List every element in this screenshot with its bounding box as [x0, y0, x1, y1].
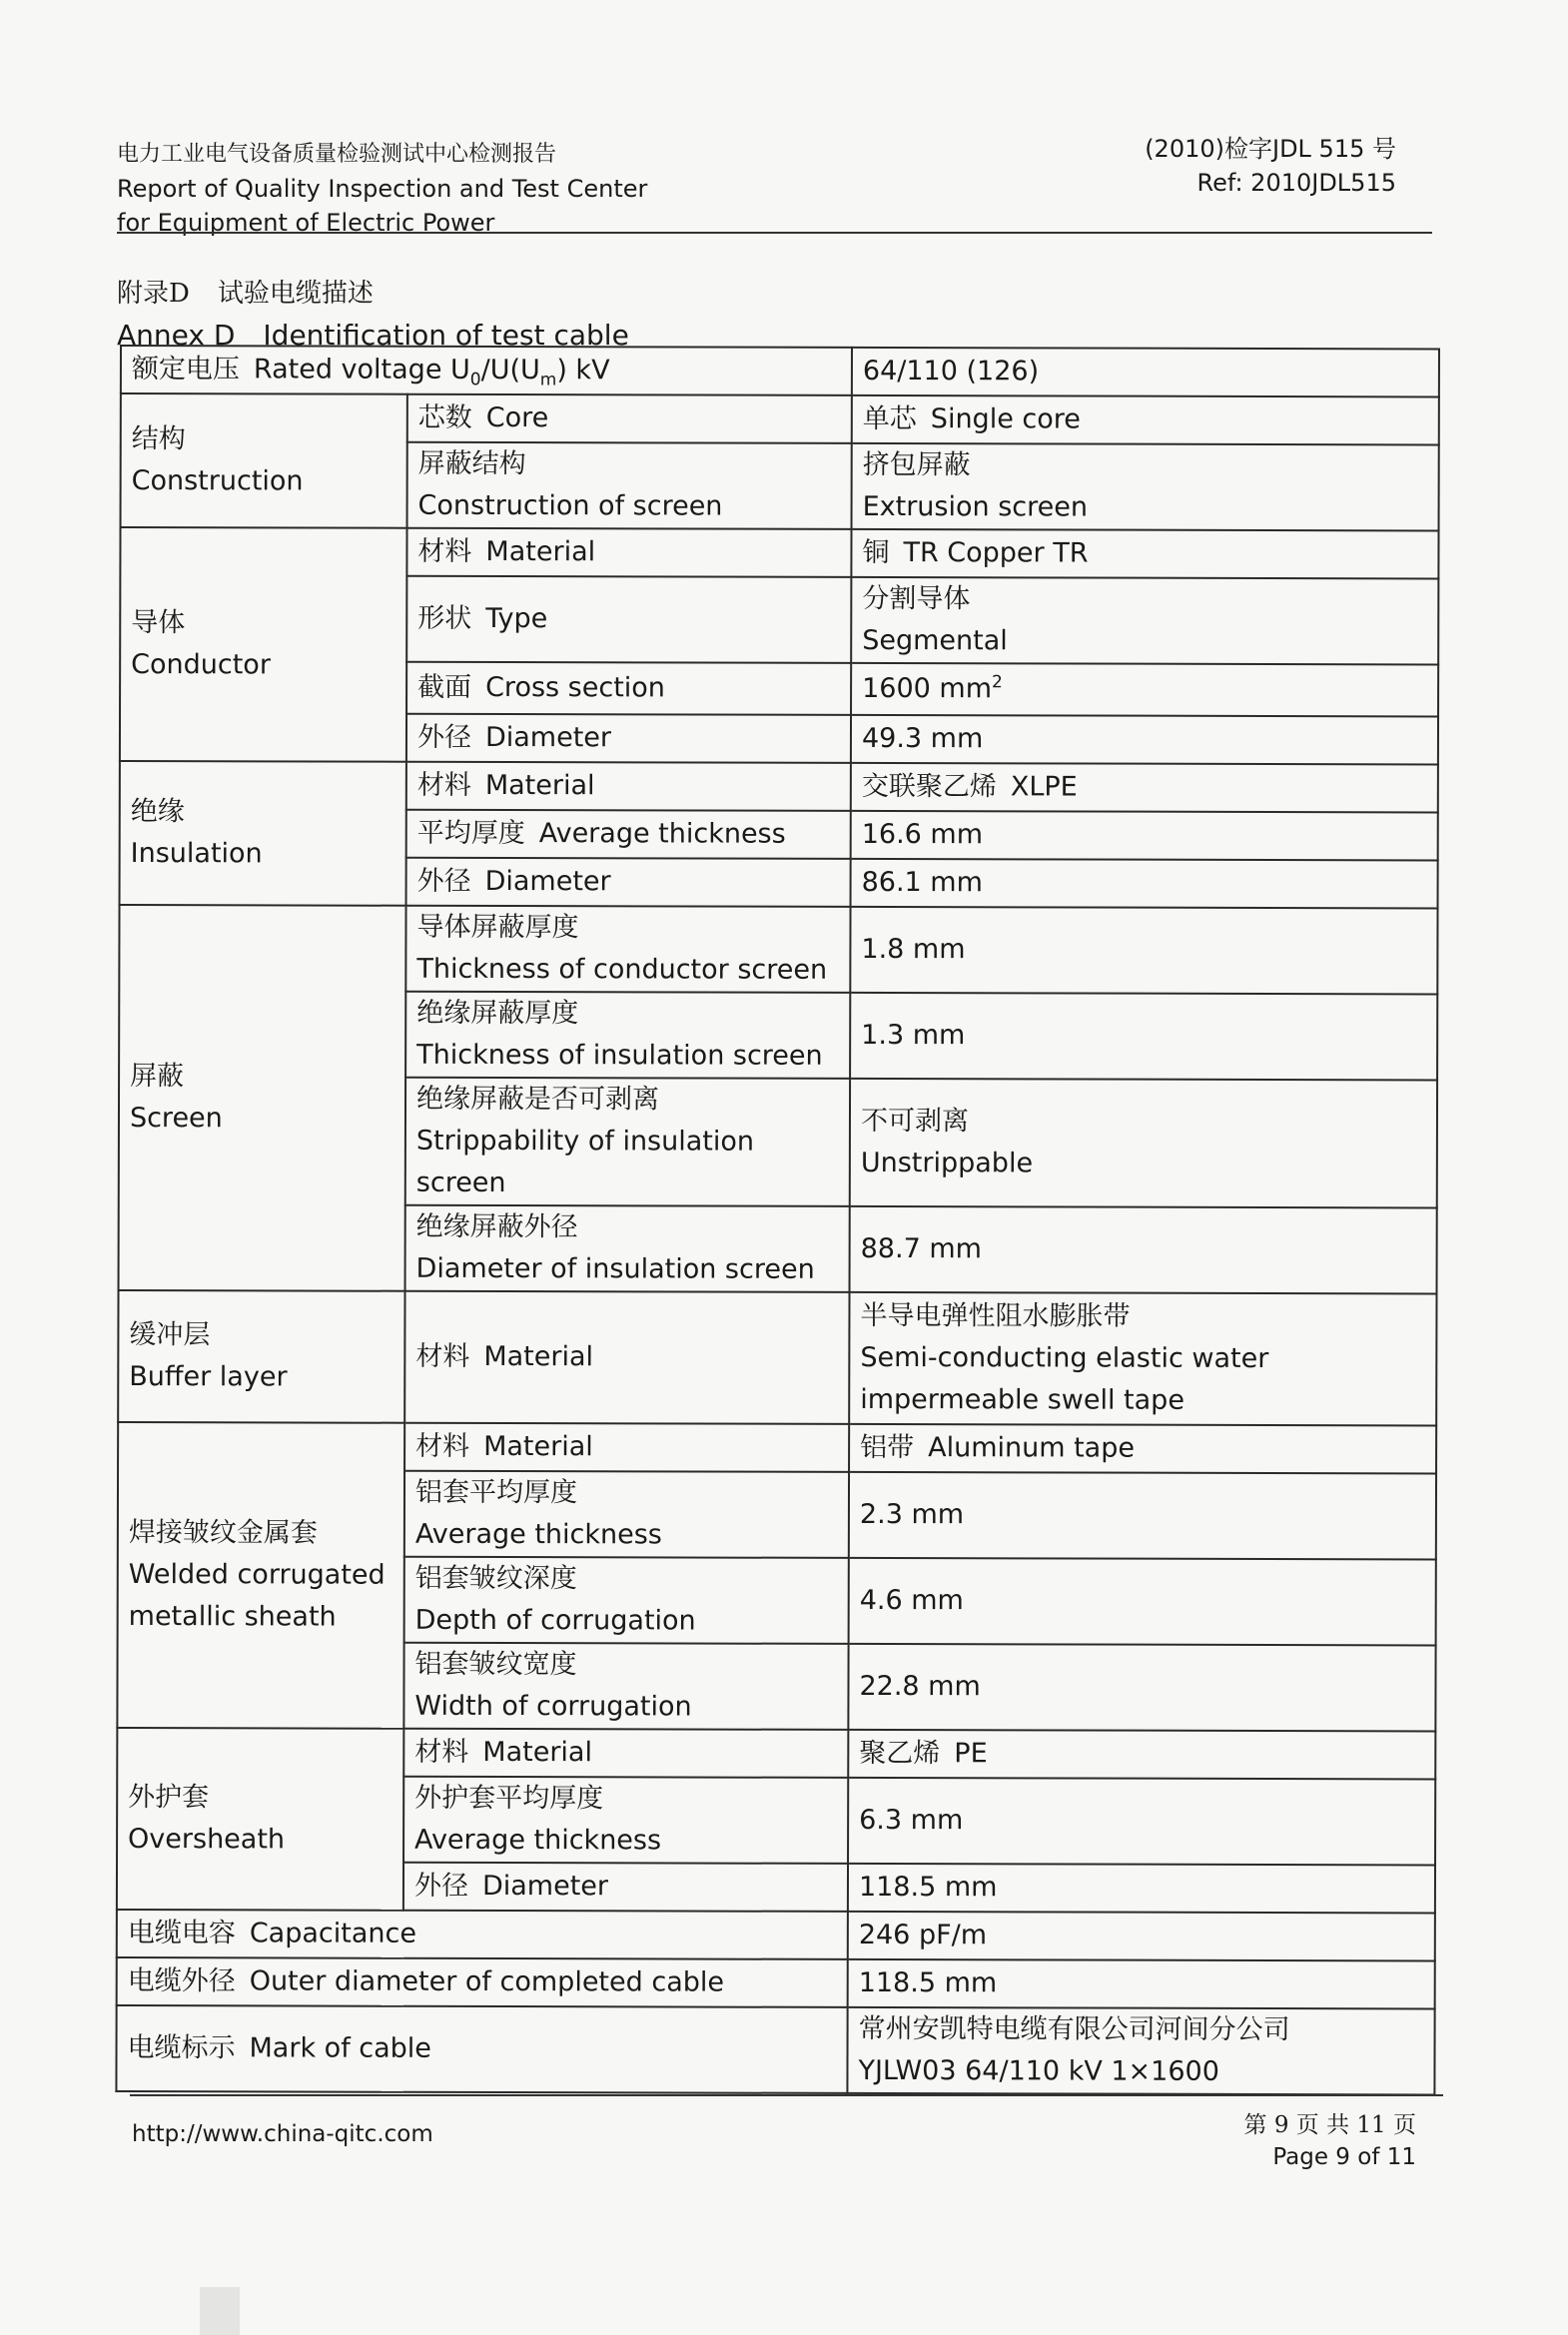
sheath-thickness-label: 铝套平均厚度 Average thickness [404, 1471, 849, 1558]
conductor-material-label: 材料 Material [406, 528, 851, 577]
conductor-group-label: 导体 Conductor [120, 527, 407, 762]
conductor-screen-thickness-label: 导体屏蔽厚度 Thickness of conductor screen [405, 906, 850, 993]
annex-label-cn: 附录D [117, 279, 190, 309]
sheath-thickness-value: 2.3 mm [849, 1472, 1436, 1560]
header-title-en-1: Report of Quality Inspection and Test Center [117, 175, 648, 203]
sheath-material-value: 铝带 Aluminum tape [849, 1424, 1436, 1474]
table-row [121, 346, 1439, 396]
insulation-screen-diameter-value: 88.7 mm [850, 1206, 1437, 1294]
oversheath-group-label: 外护套 Oversheath [117, 1728, 403, 1911]
insulation-material-label: 材料 Material [406, 762, 851, 811]
report-header [117, 138, 647, 240]
footer-divider [130, 2094, 1443, 2096]
oversheath-material-value: 聚乙烯 PE [848, 1730, 1435, 1780]
insulation-diameter-value: 86.1 mm [851, 859, 1438, 909]
oversheath-diameter-value: 118.5 mm [848, 1864, 1435, 1914]
strippability-value: 不可剥离 Unstrippable [850, 1079, 1437, 1208]
buffer-material-value: 半导电弹性阻水膨胀带 Semi-conducting elastic water impermeable swell tape [849, 1292, 1436, 1426]
table-row [117, 1728, 1435, 1779]
construction-group-label: 结构 Construction [121, 393, 407, 528]
conductor-type-label: 形状 Type [406, 576, 851, 663]
annex-title-en: Identification of test cable [263, 319, 629, 352]
cable-spec-table [115, 345, 1440, 2095]
insulation-diameter-label: 外径 Diameter [406, 858, 851, 907]
insulation-material-value: 交联聚乙烯 XLPE [851, 763, 1438, 813]
rated-voltage-label: 额定电压 Rated voltage $U_0/U(U_m)$ kV [121, 346, 852, 395]
core-value: 单芯 Single core [852, 395, 1439, 445]
page-number-cn: 第 9 页 共 11 页 [1243, 2112, 1416, 2138]
header-divider [117, 232, 1432, 234]
conductor-diameter-value: 49.3 mm [851, 715, 1438, 765]
cross-section-label: 截面 Cross section [406, 662, 851, 715]
header-title-cn: 电力工业电气设备质量检验测试中心检测报告 [117, 142, 557, 167]
report-ref: Ref: 2010JDL515 [1196, 169, 1396, 197]
table-row [119, 905, 1437, 994]
annex-title-cn: 试验电缆描述 [217, 279, 374, 309]
screen-group-label: 屏蔽 Screen [119, 905, 406, 1291]
table-row [117, 1910, 1435, 1960]
annex-label-en: Annex D [117, 319, 236, 352]
report-number: (2010)检字JDL 515 号 [1145, 135, 1396, 163]
corrugation-depth-label: 铝套皱纹深度 Depth of corrugation [404, 1557, 849, 1644]
oversheath-thickness-label: 外护套平均厚度 Average thickness [403, 1777, 848, 1864]
cable-mark-value: 常州安凯特电缆有限公司河间分公司 YJLW03 64/110 kV 1×1600 [847, 2007, 1434, 2095]
scan-artifact [200, 2287, 240, 2335]
table-row [116, 2005, 1434, 2094]
page-number [1244, 2109, 1416, 2173]
core-label: 芯数 Core [407, 394, 852, 443]
conductor-diameter-label: 外径 Diameter [406, 714, 851, 763]
strippability-label: 绝缘屏蔽是否可剥离 Strippability of insulation screen [405, 1078, 850, 1206]
oversheath-material-label: 材料 Material [403, 1729, 848, 1778]
sheath-material-label: 材料 Material [404, 1423, 849, 1472]
outer-diameter-value: 118.5 mm [848, 1959, 1435, 2009]
oversheath-thickness-value: 6.3 mm [848, 1778, 1435, 1866]
table-row [121, 393, 1439, 444]
insulation-screen-thickness-value: 1.3 mm [850, 993, 1437, 1081]
insulation-thickness-label: 平均厚度 Average thickness [406, 810, 851, 859]
conductor-material-value: 铜 TR Copper TR [851, 529, 1438, 579]
page-number-en: Page 9 of 11 [1272, 2144, 1416, 2170]
header-title-en-2: for Equipment of Electric Power [117, 209, 495, 237]
insulation-thickness-value: 16.6 mm [851, 811, 1438, 861]
oversheath-diameter-label: 外径 Diameter [403, 1863, 848, 1912]
rated-voltage-value: 64/110 (126) [852, 348, 1439, 397]
capacitance-label: 电缆电容 Capacitance [117, 1910, 848, 1959]
table-row [117, 1957, 1435, 2008]
corrugation-depth-value: 4.6 mm [849, 1558, 1436, 1646]
table-row [120, 761, 1438, 812]
conductor-screen-thickness-value: 1.8 mm [850, 907, 1437, 995]
table-row [118, 1290, 1436, 1425]
screen-construction-label: 屏蔽结构 Construction of screen [407, 442, 852, 529]
screen-construction-value: 挤包屏蔽 Extrusion screen [852, 443, 1439, 531]
insulation-screen-diameter-label: 绝缘屏蔽外径 Diameter of insulation screen [405, 1205, 850, 1292]
table-row [118, 1422, 1436, 1473]
corrugation-width-label: 铝套皱纹宽度 Width of corrugation [403, 1643, 848, 1730]
outer-diameter-label: 电缆外径 Outer diameter of completed cable [117, 1957, 848, 2007]
capacitance-value: 246 pF/m [848, 1912, 1435, 1961]
conductor-type-value: 分割导体 Segmental [851, 577, 1438, 665]
cross-section-value: 1600 $mm^2$ [851, 663, 1438, 717]
corrugation-width-value: 22.8 mm [848, 1644, 1435, 1732]
cable-mark-label: 电缆标示 Mark of cable [116, 2005, 847, 2093]
report-reference [1145, 132, 1396, 200]
table-row [120, 527, 1438, 578]
insulation-group-label: 绝缘 Insulation [120, 761, 406, 906]
insulation-screen-thickness-label: 绝缘屏蔽厚度 Thickness of insulation screen [405, 992, 850, 1079]
buffer-material-label: 材料 Material [404, 1291, 849, 1424]
footer-url: http://www.china-qitc.com [132, 2121, 433, 2147]
sheath-group-label: 焊接皱纹金属套 Welded corrugated metallic sheath [117, 1422, 404, 1729]
buffer-group-label: 缓冲层 Buffer layer [118, 1290, 404, 1423]
